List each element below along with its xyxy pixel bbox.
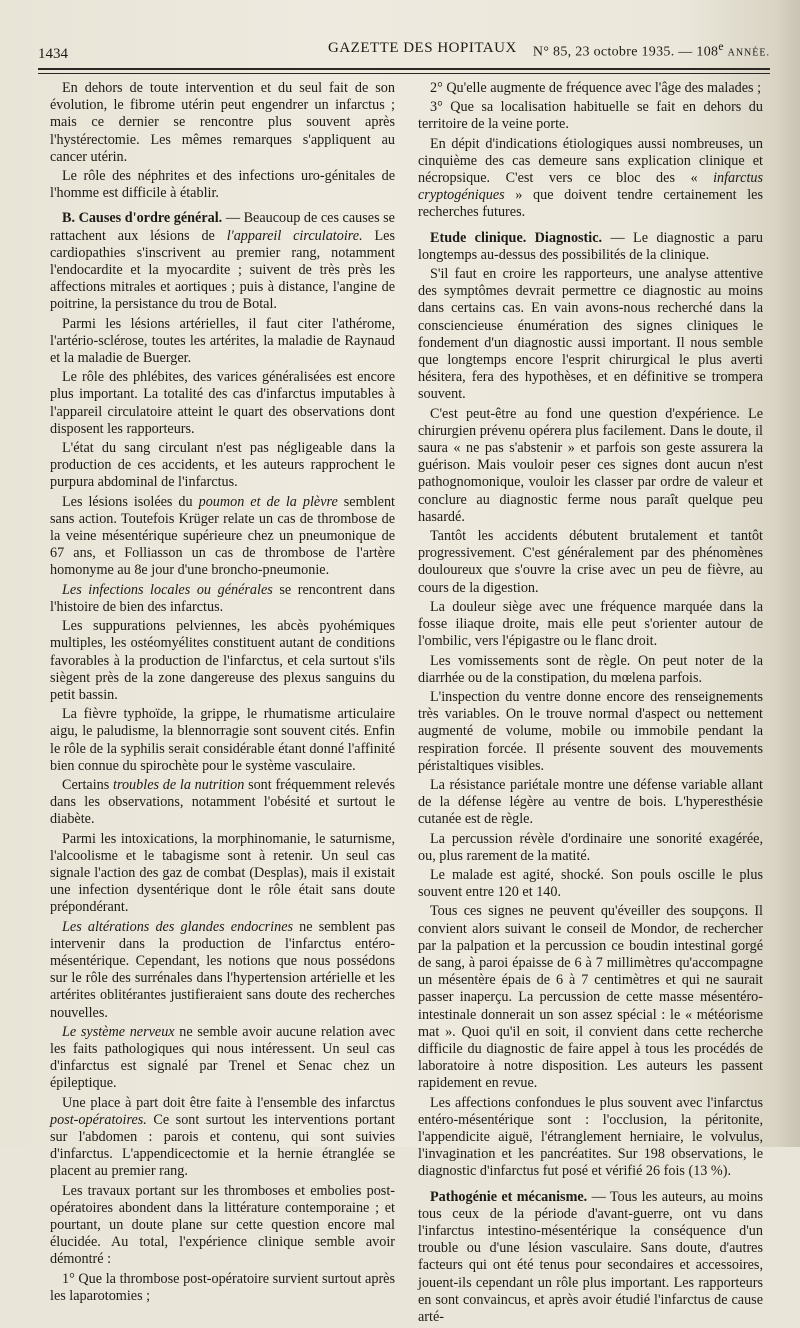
italic-text: infarctus cryptogéniques bbox=[418, 170, 763, 204]
text-run: En dépit d'indications étiologiques aussi nombreuses, un cinquième des cas demeure sans explication clinique et nécropsique. C'est vers ce bloc des « bbox=[418, 135, 763, 187]
text-run: se rencontrent dans l'histoire de bien des infarctus. bbox=[50, 581, 395, 615]
paragraph: S'il faut en croire les rapporteurs, une analyse attentive des symptômes devrait permettre ce diagnostic au moins dans certains cas. En vain avons-nous recherché dans la consciencieuse énumération des signes cliniques le fondement d'un diagnostic aussi important. Il nous semble que longtemps encore l'esprit chirurgical le plus averti hésitera, fera des hypothèses, et en définitive se trompera souvent. bbox=[418, 266, 763, 403]
text-run: Ce sont surtout les interventions portant sur l'abdomen : parois et contenu, qui sont suivies d'infarctus. L'appendicectomie et la hernie étranglée se placent au premier rang. bbox=[50, 1111, 395, 1180]
paragraph: Les travaux portant sur les thromboses et embolies post-opératoires abondent dans la littérature contemporaine ; et pourtant, un doute plane sur cette question encore mal élucidée. Au total, l'expérience clinique semble avoir démontré : bbox=[50, 1182, 395, 1268]
paragraph: 2° Qu'elle augmente de fréquence avec l'âge des malades ; bbox=[430, 80, 762, 96]
section-paragraph bbox=[418, 1189, 763, 1327]
page-header bbox=[38, 40, 770, 64]
paragraph: 3° Que sa localisation habituelle se fait en dehors du territoire de la veine porte. bbox=[418, 99, 763, 133]
issue-info bbox=[533, 40, 770, 61]
paragraph: En dehors de toute intervention et du seul fait de son évolution, le fibrome utérin peut engendrer un infarctus ; mais ce dernier se rencontre plus souvent après l'hystérectomie. Les mêmes remarques s'appliquent au cancer utérin. bbox=[50, 80, 395, 165]
text-run: ne semblent pas intervenir dans la production de l'infarctus entéro-mésentérique. Cependant, les notions que nous possédons sur le rôle des surrénales dans l'hypertension artérielle et les artérites oblitérantes justifieraient sans doute des recherches nouvelles. bbox=[50, 918, 395, 1021]
paragraph: L'inspection du ventre donne encore des renseignements très variables. On le trouve normal d'aspect ou nettement augmenté de volume, mobile ou immobile pendant la respiration forcée. Il présente souvent des mouvements péristaltiques visibles. bbox=[418, 688, 763, 774]
section-paragraph bbox=[418, 230, 763, 264]
header-rule-thin bbox=[38, 73, 770, 74]
left-column bbox=[50, 80, 395, 1307]
text-run: » que doivent tendre certainement les recherches futures. bbox=[418, 187, 763, 221]
paragraph bbox=[50, 582, 395, 616]
paragraph: Le rôle des néphrites et des infections uro-génitales de l'homme est difficile à établir. bbox=[50, 168, 395, 202]
italic-text: post-opératoires. bbox=[50, 1111, 147, 1128]
text-run: Les cardiopathies s'inscrivent au premier rang, notamment l'endocardite et la myocardite ; suivent de très près les affections mitrales et aortiques ; puis à distance, l'angine de poitrine, la persistance du trou de Botal. bbox=[50, 227, 395, 313]
paragraph: Parmi les lésions artérielles, il faut citer l'athérome, l'artério-sclérose, toutes les artérites, la maladie de Raynaud et la maladie de Buerger. bbox=[50, 315, 395, 367]
paragraph: Les suppurations pelviennes, les abcès pyohémiques multiples, les ostéomyélites constituent autant de conditions favorables à la production de l'infarctus, et cela surtout s'ils siègent près de la zone dangereuse des plexus sanguins du petit bassin. bbox=[50, 618, 395, 703]
paragraph: 1° Que la thrombose post-opératoire survient surtout après les laparotomies ; bbox=[50, 1270, 395, 1304]
paragraph: Les vomissements sont de règle. On peut noter de la diarrhée ou de la constipation, du mœlena parfois. bbox=[418, 652, 763, 686]
right-column bbox=[418, 80, 763, 1328]
paragraph: L'état du sang circulant n'est pas négligeable dans la production de ces accidents, et les auteurs rapprochent le purpura abdominal de l'infarctus. bbox=[50, 440, 395, 491]
text-run: semblent sans action. Toutefois Krüger relate un cas de thrombose de la veine mésentérique supérieure chez un pneumonique de 67 ans, et Folliasson un cas de thrombose de l'artère homonyme au 8e jour d'une broncho-pneumonie. bbox=[50, 493, 395, 579]
issue-superscript: e bbox=[718, 40, 724, 53]
text-run: Une place à part doit être faite à l'ensemble des infarctus bbox=[62, 1094, 395, 1111]
italic-text: l'appareil circulatoire. bbox=[226, 227, 363, 244]
paragraph bbox=[418, 136, 763, 222]
paragraph: Parmi les intoxications, la morphinomanie, le saturnisme, l'alcoolisme et le tabagisme sont à retenir. Un seul cas signale l'action des gaz de combat (Desplas), mais il existait une infection dysentérique dont le rôle était sans doute prépondérant. bbox=[50, 830, 395, 916]
text-run: Certains bbox=[62, 776, 114, 793]
italic-text: Le système nerveux bbox=[62, 1023, 175, 1040]
paragraph: Le malade est agité, shocké. Son pouls oscille le plus souvent entre 120 et 140. bbox=[418, 866, 763, 901]
paragraph bbox=[50, 919, 395, 1022]
paragraph: Tous ces signes ne peuvent qu'éveiller des soupçons. Il convient alors suivant le conseil de Mondor, de rechercher par la palpation et la percussion ce boudin intestinal gorgé de sang, à paroi épaisse de 6 à 7 millimètres qu'accompagne un mésentère épais de 6 à 7 centimètres et qui ne saurait passer inaperçu. La percussion de cette masse mésentéro-intestinale donnerait un son assez spécial : le « météorisme mat ». Quoi qu'il en soit, il convient dans cette recherche difficile du diagnostic de faire appel à tous les procédés de laboratoire à notre disposition. Les auteurs les passent rapidement en revue. bbox=[418, 903, 763, 1092]
text-run: ne semble avoir aucune relation avec les faits pathologiques qui nous intéressent. Un seul cas d'infarctus est signalé par Trenel et Senac chez un épileptique. bbox=[50, 1023, 395, 1092]
text-run: sont fréquemment relevés dans les observations, notamment l'obésité et surtout le diabète. bbox=[50, 776, 396, 828]
text-run: — Le diagnostic a paru longtemps au-dessus des possibilités de la clinique. bbox=[418, 229, 763, 263]
paragraph bbox=[50, 1024, 395, 1093]
paragraph: La fièvre typhoïde, la grippe, le rhumatisme articulaire aigu, le paludisme, la blennorragie sont souvent cités. Enfin le rôle de la syphilis serait considérable étant donné l'affinité bien connue du spirochète pour le système vasculaire. bbox=[50, 706, 395, 774]
italic-text: Les infections locales ou générales bbox=[62, 581, 273, 598]
section-heading: Etude clinique. Diagnostic. bbox=[430, 229, 603, 246]
text-run: — Tous les auteurs, au moins tous ceux de la période d'avant-guerre, ont vu dans l'infarctus intestino-mésentérique la conséquence d'un trouble ou d'une lésion vasculaire. Sans doute, d'autres facteurs qui ont été tenus pour secondaires et accessoires, jouent-ils cependant un rôle plus important. Les rapporteurs en sont convaincus, et après avoir étudié l'infarctus de cause arté- bbox=[418, 1188, 763, 1326]
section-heading: B. Causes d'ordre général. bbox=[62, 210, 223, 227]
issue-annee: ANNÉE. bbox=[727, 47, 770, 59]
paragraph: C'est peut-être au fond une question d'expérience. Le chirurgien prévenu opérera plus facilement. Dans le doute, il saura « ne pas s'abstenir » et parfois son geste assurera la guérison. Mais vouloir peser ces signes dont aucun n'est pathognomonique, vouloir les classer par ordre de valeur et conclure au diagnostic ferme nous paraît quelque peu hasardé. bbox=[418, 405, 763, 525]
journal-title: GAZETTE DES HOPITAUX bbox=[328, 40, 517, 56]
paragraph: Les affections confondues le plus souvent avec l'infarctus entéro-mésentérique sont : l'occlusion, la péritonite, l'appendicite aiguë, l'étranglement herniaire, le volvulus, l'invagination et les pancréatites. Sur 198 observations, le diagnostic d'infarctus fut posé et vérifié 26 fois (13 %). bbox=[418, 1094, 763, 1180]
paragraph: Tantôt les accidents débutent brutalement et tantôt progressivement. C'est généralement par des phénomènes douloureux que s'ouvre la crise avec un peu de fièvre, au cours de la digestion. bbox=[418, 528, 763, 596]
paragraph: La résistance pariétale montre une défense variable allant de la défense légère au ventre de bois. L'hyperesthésie cutanée est de règle. bbox=[418, 776, 763, 828]
italic-text: Les altérations des glandes endocrines bbox=[62, 918, 294, 935]
paragraph bbox=[50, 777, 395, 829]
italic-text: troubles de la nutrition bbox=[113, 776, 245, 793]
paragraph: Le rôle des phlébites, des varices généralisées est encore plus important. La totalité des cas d'infarctus imputables à l'appareil circulatoire atteint le quart des observations dont disposent les rapporteurs. bbox=[50, 369, 395, 437]
paragraph bbox=[50, 1095, 395, 1181]
italic-text: poumon et de la plèvre bbox=[198, 493, 338, 510]
text-run: — Beaucoup de ces causes se rattachent aux lésions de bbox=[50, 210, 395, 244]
paragraph: La percussion révèle d'ordinaire une sonorité exagérée, ou, plus rarement de la matité. bbox=[418, 830, 763, 864]
paragraph bbox=[50, 494, 395, 580]
section-heading: Pathogénie et mécanisme. bbox=[430, 1188, 588, 1205]
header-rule-thick bbox=[38, 68, 770, 70]
page-number: 1434 bbox=[38, 46, 68, 62]
issue-date: N° 85, 23 octobre 1935. — 108 bbox=[532, 44, 719, 60]
section-paragraph bbox=[50, 210, 395, 313]
paragraph: La douleur siège avec une fréquence marquée dans la fosse iliaque droite, mais elle peut s'orienter autour de l'ombilic, vers l'épigastre ou le flanc droit. bbox=[418, 598, 763, 650]
text-run: Les lésions isolées du bbox=[62, 493, 199, 510]
